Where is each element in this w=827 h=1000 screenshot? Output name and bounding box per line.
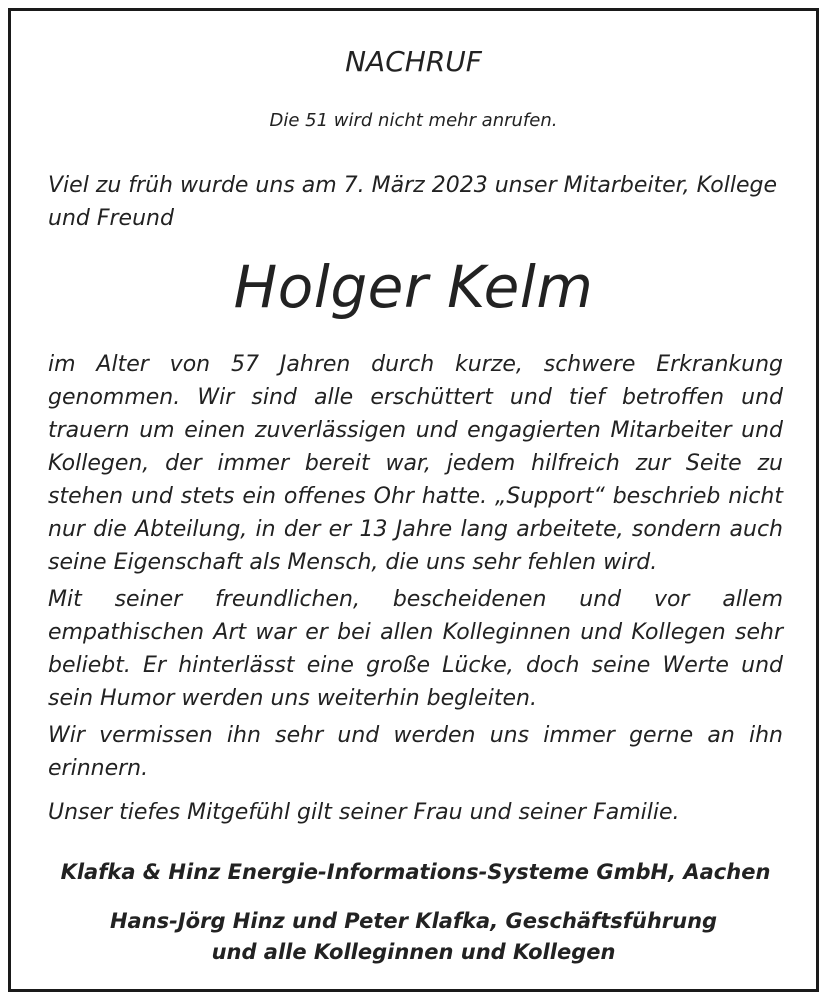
obituary-notice — [8, 8, 819, 992]
paragraph-condolences: Unser tiefes Mitgefühl gilt seiner Frau und seiner Familie. — [48, 800, 680, 825]
notice-heading: NACHRUF — [345, 45, 482, 78]
notice-motto: Die 51 wird nicht mehr anrufen. — [269, 110, 558, 131]
paragraph-character: Mit seiner freundlichen, bescheidenen und vor allem empathischen Art war er bei allen Kolleginnen und Kollegen sehr beliebt. Er hinterlässt eine große Lücke, doch seine Werte und sein Humor werden uns weiterhin begleiten. — [48, 587, 783, 711]
company-name: Klafka & Hinz Energie-Informations-Systeme GmbH, Aachen — [60, 860, 771, 884]
intro-text: Viel zu früh wurde uns am 7. März 2023 unser Mitarbeiter, Kollege und Freund — [48, 173, 778, 231]
paragraph-loss: im Alter von 57 Jahren durch kurze, schwere Erkrankung genommen. Wir sind alle erschüttert und tief betroffen und trauern um einen zuverlässigen und engagierten Mitarbeiter und Kollegen, der immer bereit war, jedem hilfreich zur Seite zu stehen und stets ein offenes Ohr hatte. „Support“ beschrieb nicht nur die Abteilung, in der er 13 Jahre lang arbeitete, sondern auch seine Eigenschaft als Mensch, die uns sehr fehlen wird. — [48, 352, 783, 575]
signer-line-management: Hans-Jörg Hinz und Peter Klafka, Geschäftsführung — [109, 909, 718, 933]
signer-line-colleagues: und alle Kolleginnen und Kollegen — [211, 940, 616, 964]
paragraph-remembrance: Wir vermissen ihn sehr und werden uns immer gerne an ihn erinnern. — [48, 723, 783, 781]
signers-block — [11, 906, 816, 968]
deceased-name: Holger Kelm — [233, 253, 594, 321]
